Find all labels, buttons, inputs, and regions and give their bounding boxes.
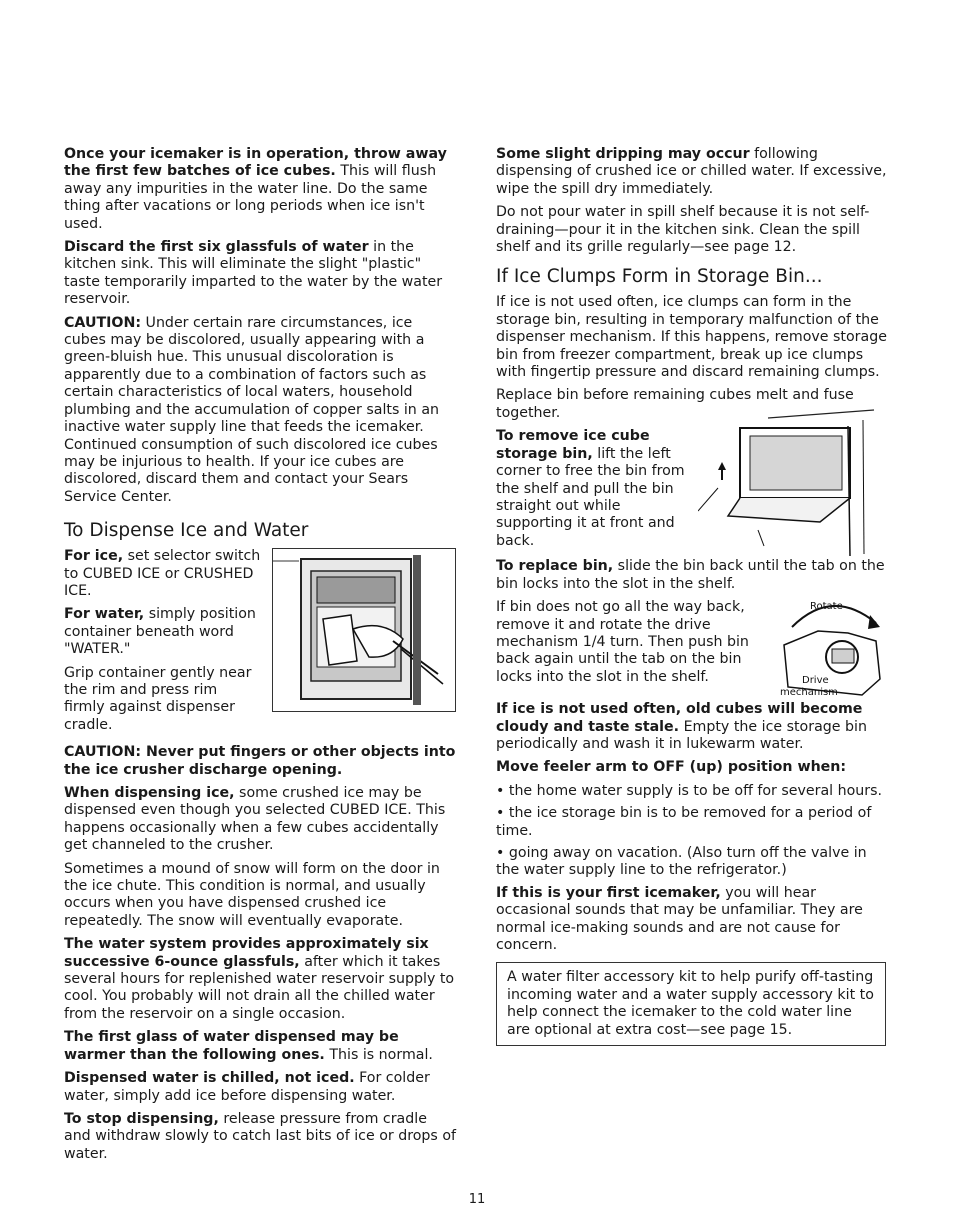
para-when-dispensing: When dispensing ice, some crushed ice may be dispensed even though you selected CUBED ICE. This happens occasionally when a few cubes accidentally get channeled to the crusher.	[64, 785, 446, 854]
para-spill-shelf: Do not pour water in spill shelf because it is not self-draining—pour it in the kitchen sink. Clean the spill shelf and its grille regularly—see page 12.	[496, 204, 870, 256]
para-snow: Sometimes a mound of snow will form on the door in the ice chute. This condition is normal, and usually occurs when you have dispensed crushed ice repeatedly. The snow will eventually evaporate.	[64, 860, 440, 929]
heading-dispense: To Dispense Ice and Water	[64, 520, 309, 542]
para-feeler-arm: Move feeler arm to OFF (up) position when:	[496, 759, 847, 776]
para-remove-bin: To remove ice cube storage bin, lift the left corner to free the bin from the shelf and pull the bin straight out while supporting it at front and back.	[496, 428, 685, 549]
dispense-instructions	[64, 548, 456, 740]
list-item: • going away on vacation. (Also turn off the valve in the water supply line to the refrigerator.)	[496, 844, 867, 879]
label-rotate: Rotate	[810, 601, 843, 613]
drive-mechanism-illustration	[772, 587, 888, 699]
heading-clumps: If Ice Clumps Form in Storage Bin...	[496, 266, 823, 288]
para-first-glass: The first glass of water dispensed may be warmer than the following ones. This is normal.	[64, 1029, 433, 1063]
para-old-cubes: If ice is not used often, old cubes will become cloudy and taste stale. Empty the ice storage bin periodically and wash it in lukewarm water.	[496, 701, 867, 752]
bin-removal-illustration	[698, 406, 888, 556]
feeler-bullets	[496, 783, 888, 880]
para-clumps: If ice is not used often, ice clumps can form in the storage bin, resulting in temporary malfunction of the dispenser mechanism. If this happens, remove storage bin from freezer compartment, break up ice clumps with fingertip pressure and discard remaining clumps.	[496, 294, 887, 381]
bin-removal-drawing	[698, 406, 888, 556]
left-column	[64, 146, 456, 1169]
para-water-system: The water system provides approximately six successive 6-ounce glassfuls, after which it takes several hours for replenished water reservoir supply to cool. You probably will not drain all the chilled water from the reservoir on a single occasion.	[64, 936, 455, 1022]
dispenser-illustration	[272, 548, 456, 712]
para-discard-glassfuls: Discard the first six glassfuls of water in the kitchen sink. This will eliminate the slight "plastic" taste temporarily imparted to the water by the water reservoir.	[64, 239, 443, 308]
remove-bin-section	[496, 428, 888, 556]
drive-mechanism-section	[496, 599, 888, 699]
para-throw-away: Once your icemaker is in operation, throw away the first few batches of ice cubes. This will flush away any impurities in the water line. Do the same thing after vacations or long periods when ice isn't used.	[64, 146, 447, 232]
para-dripping: Some slight dripping may occur following dispensing of crushed ice or chilled water. If excessive, wipe the spill dry immediately.	[496, 146, 887, 197]
para-grip: Grip container gently near the rim and press rim firmly against dispenser cradle.	[64, 664, 252, 733]
para-chilled: Dispensed water is chilled, not iced. For colder water, simply add ice before dispensing water.	[64, 1070, 430, 1104]
para-for-ice: For ice, set selector switch to CUBED ICE or CRUSHED ICE.	[64, 548, 261, 599]
para-stop-dispensing: To stop dispensing, release pressure from cradle and withdraw slowly to catch last bits of ice or drops of water.	[64, 1110, 457, 1162]
drive-mechanism-drawing	[772, 587, 888, 699]
list-item: • the ice storage bin is to be removed for a period of time.	[496, 805, 872, 839]
para-replace-bin: To replace bin, slide the bin back until the tab on the bin locks into the slot in the shelf.	[496, 558, 885, 592]
dispenser-drawing	[273, 549, 455, 711]
para-replace-before-melt: Replace bin before remaining cubes melt and fuse together.	[496, 387, 854, 421]
page-number: 11	[468, 1192, 486, 1207]
label-mechanism: mechanism	[780, 687, 838, 699]
accessory-note-box	[496, 962, 886, 1046]
para-for-water: For water, simply position container beneath word "WATER."	[64, 606, 256, 658]
label-drive: Drive	[802, 675, 829, 687]
list-item: • the home water supply is to be off for several hours.	[496, 782, 883, 799]
para-accessory-kit: A water filter accessory kit to help purify off-tasting incoming water and a water supply accessory kit to help connect the icemaker to the cold water line are optional at extra cost—see page 15.	[507, 969, 874, 1038]
para-caution-fingers: CAUTION: Never put fingers or other objects into the ice crusher discharge opening.	[64, 744, 456, 778]
para-first-icemaker: If this is your first icemaker, you will hear occasional sounds that may be unfamiliar. They are normal ice-making sounds and are not cause for concern.	[496, 884, 863, 953]
para-not-all-way: If bin does not go all the way back, remove it and rotate the drive mechanism 1/4 turn. Then push bin back again until the tab on the bin locks into the slot in the shelf.	[496, 599, 749, 685]
para-caution-discolor: CAUTION: Under certain rare circumstances, ice cubes may be discolored, usually appearing with a green-bluish hue. This unusual discoloration is apparently due to a combination of factors such as certain characteristics of local waters, household plumbing and the accumulation of copper salts in an inactive water supply line that feeds the icemaker. Continued consumption of such discolored ice cubes may be injurious to health. If your ice cubes are discolored, discard them and contact your Sears Service Center.	[64, 314, 439, 505]
right-column	[496, 146, 888, 1046]
